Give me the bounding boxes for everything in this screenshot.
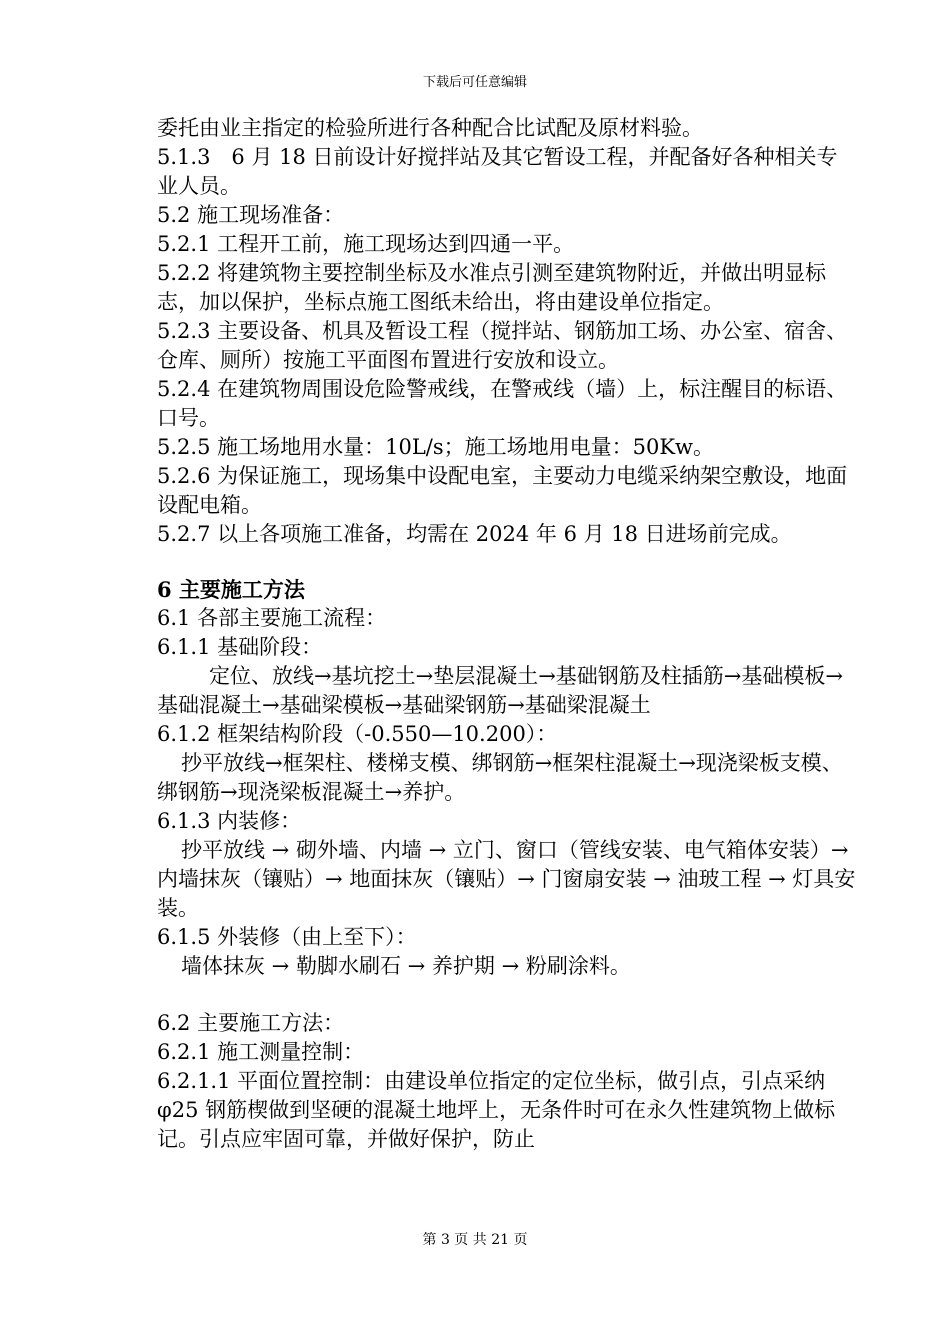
process-flow: 墙体抹灰 → 勒脚水刷石 → 养护期 → 粉刷涂料。 [181,954,631,978]
section-heading: 6.2 主要施工方法： [157,1011,345,1035]
subsection-heading: 6.1.2 框架结构阶段（-0.550—10.200）： [157,722,558,746]
document-body [157,114,857,1154]
paragraph: 5.2.5 施工场地用水量：10L/s；施工场地用电量：50Kw。 [157,435,715,459]
paragraph: 5.2.2 将建筑物主要控制坐标及水准点引测至建筑物附近，并做出明显标志，加以保护，坐标点施工图纸未给出，将由建设单位指定。 [157,261,827,314]
process-flow: 抄平放线→框架柱、楼梯支模、绑钢筋→框架柱混凝土→现浇梁板支模、绑钢筋→现浇梁板混凝土→养护。 [157,751,843,804]
page-header: 下载后可任意编辑 [422,75,527,90]
paragraph: 5.2.3 主要设备、机具及暂设工程（搅拌站、钢筋加工场、办公室、宿舍、仓库、厕所）按施工平面图布置进行安放和设立。 [157,319,848,372]
paragraph: 5.2.7 以上各项施工准备，均需在 2024 年 6 月 18 日进场前完成。 [157,522,792,546]
subsection-heading: 6.1.5 外装修（由上至下）： [157,925,417,949]
chapter-heading: 6 主要施工方法 [157,577,305,602]
section-heading: 6.1 各部主要施工流程： [157,606,387,630]
page-footer: 第 3 页 共 21 页 [422,1232,528,1248]
subsection-heading: 6.2.1 施工测量控制： [157,1040,365,1064]
section-heading: 5.2 施工现场准备： [157,203,345,227]
paragraph: 6.2.1.1 平面位置控制：由建设单位指定的定位坐标，做引点，引点采纳 φ25 钢筋楔做到坚硬的混凝土地坪上，无条件时可在永久性建筑物上做标记。引点应牢固可靠，并做好保护，防止 [157,1069,836,1151]
paragraph: 5.2.4 在建筑物周围设危险警戒线，在警戒线（墙）上，标注醒目的标语、口号。 [157,377,848,430]
process-flow: 抄平放线 → 砌外墙、内墙 → 立门、窗口（管线安装、电气箱体安装）→内墙抹灰（镶贴）→ 地面抹灰（镶贴）→ 门窗扇安装 → 油玻工程 → 灯具安装。 [157,838,856,920]
paragraph: 5.2.6 为保证施工，现场集中设配电室，主要动力电缆采纳架空敷设，地面设配电箱。 [157,464,848,517]
paragraph: 5.2.1 工程开工前，施工现场达到四通一平。 [157,232,575,256]
subsection-heading: 6.1.1 基础阶段： [157,635,323,659]
process-flow: 定位、放线→基坑挖土→垫层混凝土→基础钢筋及柱插筋→基础模板→基础混凝土→基础梁模板→基础梁钢筋→基础梁混凝土 [157,664,843,717]
paragraph: 委托由业主指定的检验所进行各种配合比试配及原材料验。 [157,116,703,140]
subsection-heading: 6.1.3 内装修： [157,809,302,833]
paragraph: 5.1.3 6 月 18 日前设计好搅拌站及其它暂设工程，并配备好各种相关专业人员。 [157,145,838,198]
